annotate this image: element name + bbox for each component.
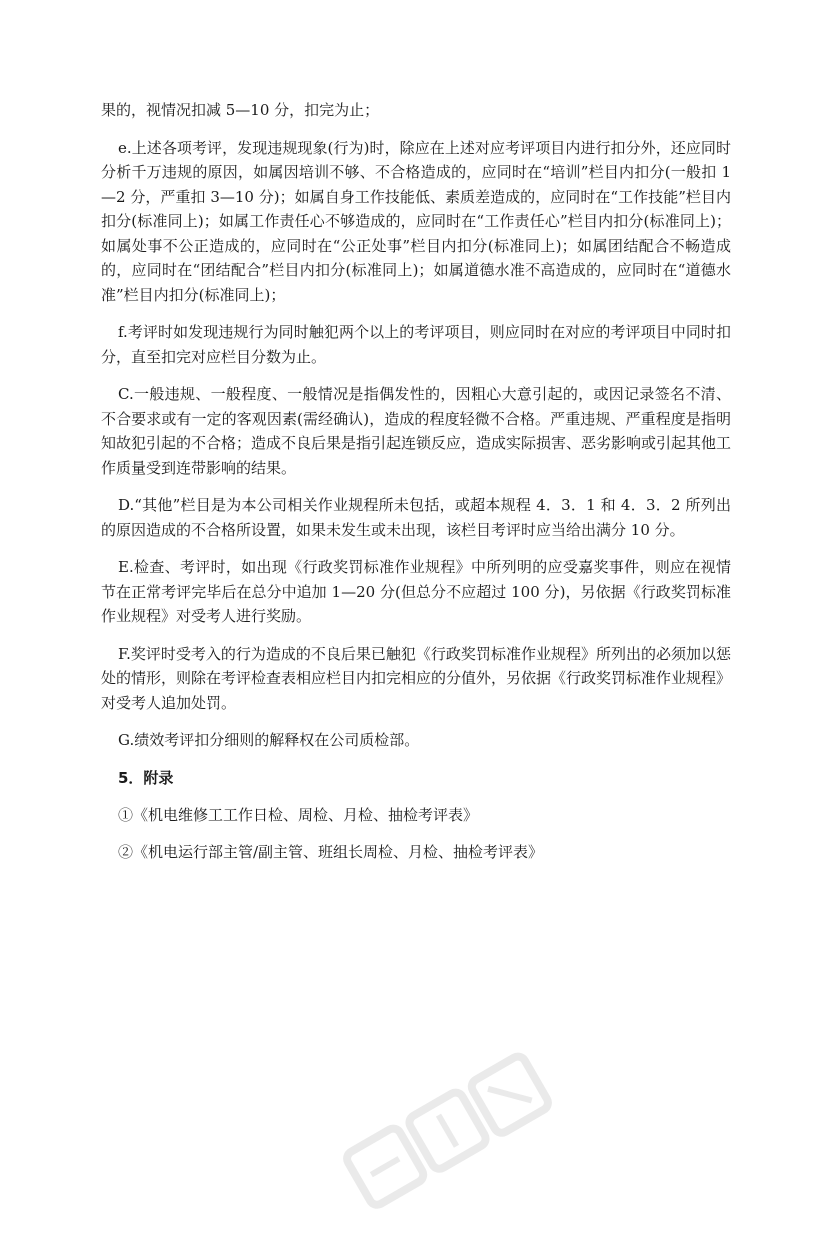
appendix-item-2: ②《机电运行部主管/副主管、班组长周检、月检、抽检考评表》 — [118, 842, 544, 861]
paragraph-clause-d: D.“其他”栏目是为本公司相关作业规程所未包括，或超本规程 4．3．1 和 4．3．2 所列出的原因造成的不合格所设置，如果未发生或未出现，该栏目考评时应当给出满分 10 分。 — [101, 496, 731, 539]
paragraph-clause-c: C.一般违规、一般程度、一般情况是指偶发性的，因粗心大意引起的，或因记录签名不清、不合要求或有一定的客观因素(需经确认)，造成的程度轻微不合格。严重违规、严重程度是指明知故犯引起的不合格；造成不良后果是指引起连锁反应，造成实际损害、恶劣影响或引起其他工作质量受到连带影响的结果。 — [101, 385, 732, 477]
paragraph-clause-e-upper: E.检查、考评时，如出现《行政奖罚标准作业规程》中所列明的应受嘉奖事件，则应在视情节在正常考评完毕后在总分中追加 1—20 分(但总分不应超过 100 分)，另依据《行政奖罚标准作业规程》对受考人进行奖励。 — [101, 558, 731, 625]
watermark-graphic — [327, 1032, 573, 1237]
appendix-item-1: ①《机电维修工工作日检、周检、月检、抽检考评表》 — [118, 805, 479, 824]
paragraph-clause-e: e.上述各项考评，发现违规现象(行为)时，除应在上述对应考评项目内进行扣分外，还应同时分析千万违规的原因，如属因培训不够、不合格造成的，应同时在“培训”栏目内扣分(一般扣 1—2 分，严重扣 3—10 分)；如属自身工作技能低、素质差造成的，应同时在“工作技能”栏目内扣分(标准同上)；如属工作责任心不够造成的，应同时在“工作责任心”栏目内扣分(标准同上)；如属处事不公正造成的，应同时在“公正处事”栏目内扣分(标准同上)；如属团结配合不畅造成的，应同时在“团结配合”栏目内扣分(标准同上)；如属道德水准不高造成的，应同时在“道德水准”栏目内扣分(标准同上)； — [101, 138, 731, 304]
paragraph-clause-f-upper: F.奖评时受考入的行为造成的不良后果已触犯《行政奖罚标准作业规程》所列出的必须加以惩处的情形，则除在考评检查表相应栏目内扣完相应的分值外，另依据《行政奖罚标准作业规程》对受考人追加处罚。 — [101, 644, 732, 712]
paragraph-continuation: 果的，视情况扣减 5—10 分，扣完为止； — [101, 101, 380, 119]
section-heading-appendix: 5．附录 — [118, 768, 174, 787]
watermark-logo — [327, 1032, 573, 1237]
document-body — [101, 96, 731, 877]
paragraph-clause-g: G.绩效考评扣分细则的解释权在公司质检部。 — [118, 731, 420, 749]
paragraph-clause-f: f.考评时如发现违规行为同时触犯两个以上的考评项目，则应同时在对应的考评项目中同时扣分，直至扣完对应栏目分数为止。 — [101, 323, 731, 366]
